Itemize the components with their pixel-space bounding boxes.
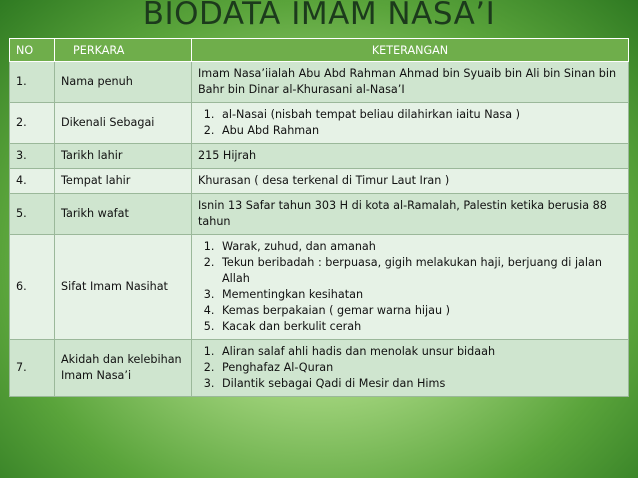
- row-number: 1.: [10, 62, 55, 103]
- table-row: [10, 194, 629, 235]
- list-item: 3. Dilantik sebagai Qadi di Mesir dan Hims: [218, 376, 622, 392]
- table-body: [10, 62, 629, 397]
- header-keterangan: KETERANGAN: [192, 39, 629, 62]
- list-item: 4. Kemas berpakaian ( gemar warna hijau ): [218, 303, 622, 319]
- row-perkara: Tempat lahir: [55, 169, 192, 194]
- table-row: [10, 169, 629, 194]
- row-number: 7.: [10, 340, 55, 397]
- row-number: 4.: [10, 169, 55, 194]
- keterangan-list: [198, 239, 622, 335]
- row-perkara: Nama penuh: [55, 62, 192, 103]
- list-item: 5. Kacak dan berkulit cerah: [218, 319, 622, 335]
- keterangan-list: [198, 107, 622, 139]
- row-keterangan: 215 Hijrah: [192, 144, 629, 169]
- row-number: 5.: [10, 194, 55, 235]
- row-keterangan: [192, 340, 629, 397]
- list-item: 1. Warak, zuhud, dan amanah: [218, 239, 622, 255]
- row-perkara: Sifat Imam Nasihat: [55, 235, 192, 340]
- row-keterangan: Imam Nasa’iialah Abu Abd Rahman Ahmad bin Syuaib bin Ali bin Sinan bin Bahr bin Dinar al-Khurasani al-Nasa’I: [192, 62, 629, 103]
- list-item: 1. al-Nasai (nisbah tempat beliau dilahirkan iaitu Nasa ): [218, 107, 622, 123]
- row-keterangan: Khurasan ( desa terkenal di Timur Laut Iran ): [192, 169, 629, 194]
- list-item: 2. Abu Abd Rahman: [218, 123, 622, 139]
- table-row: [10, 103, 629, 144]
- row-number: 6.: [10, 235, 55, 340]
- table-row: [10, 235, 629, 340]
- table-row: [10, 62, 629, 103]
- table-header-row: [10, 39, 629, 62]
- table-row: [10, 340, 629, 397]
- row-keterangan: Isnin 13 Safar tahun 303 H di kota al-Ramalah, Palestin ketika berusia 88 tahun: [192, 194, 629, 235]
- row-perkara: Tarikh lahir: [55, 144, 192, 169]
- keterangan-list: [198, 344, 622, 392]
- row-perkara: Tarikh wafat: [55, 194, 192, 235]
- page-title: BIODATA IMAM NASA’I: [142, 0, 496, 32]
- row-number: 2.: [10, 103, 55, 144]
- row-number: 3.: [10, 144, 55, 169]
- list-item: 2. Penghafaz Al-Quran: [218, 360, 622, 376]
- header-perkara: PERKARA: [55, 39, 192, 62]
- header-no: NO: [10, 39, 55, 62]
- row-keterangan: [192, 235, 629, 340]
- list-item: 1. Aliran salaf ahli hadis dan menolak unsur bidaah: [218, 344, 622, 360]
- list-item: 3. Mementingkan kesihatan: [218, 287, 622, 303]
- row-keterangan: [192, 103, 629, 144]
- row-perkara: Dikenali Sebagai: [55, 103, 192, 144]
- row-perkara: Akidah dan kelebihan Imam Nasa’i: [55, 340, 192, 397]
- list-item: 2. Tekun beribadah : berpuasa, gigih melakukan haji, berjuang di jalan Allah: [218, 255, 622, 287]
- table-row: [10, 144, 629, 169]
- biodata-table: [9, 38, 629, 397]
